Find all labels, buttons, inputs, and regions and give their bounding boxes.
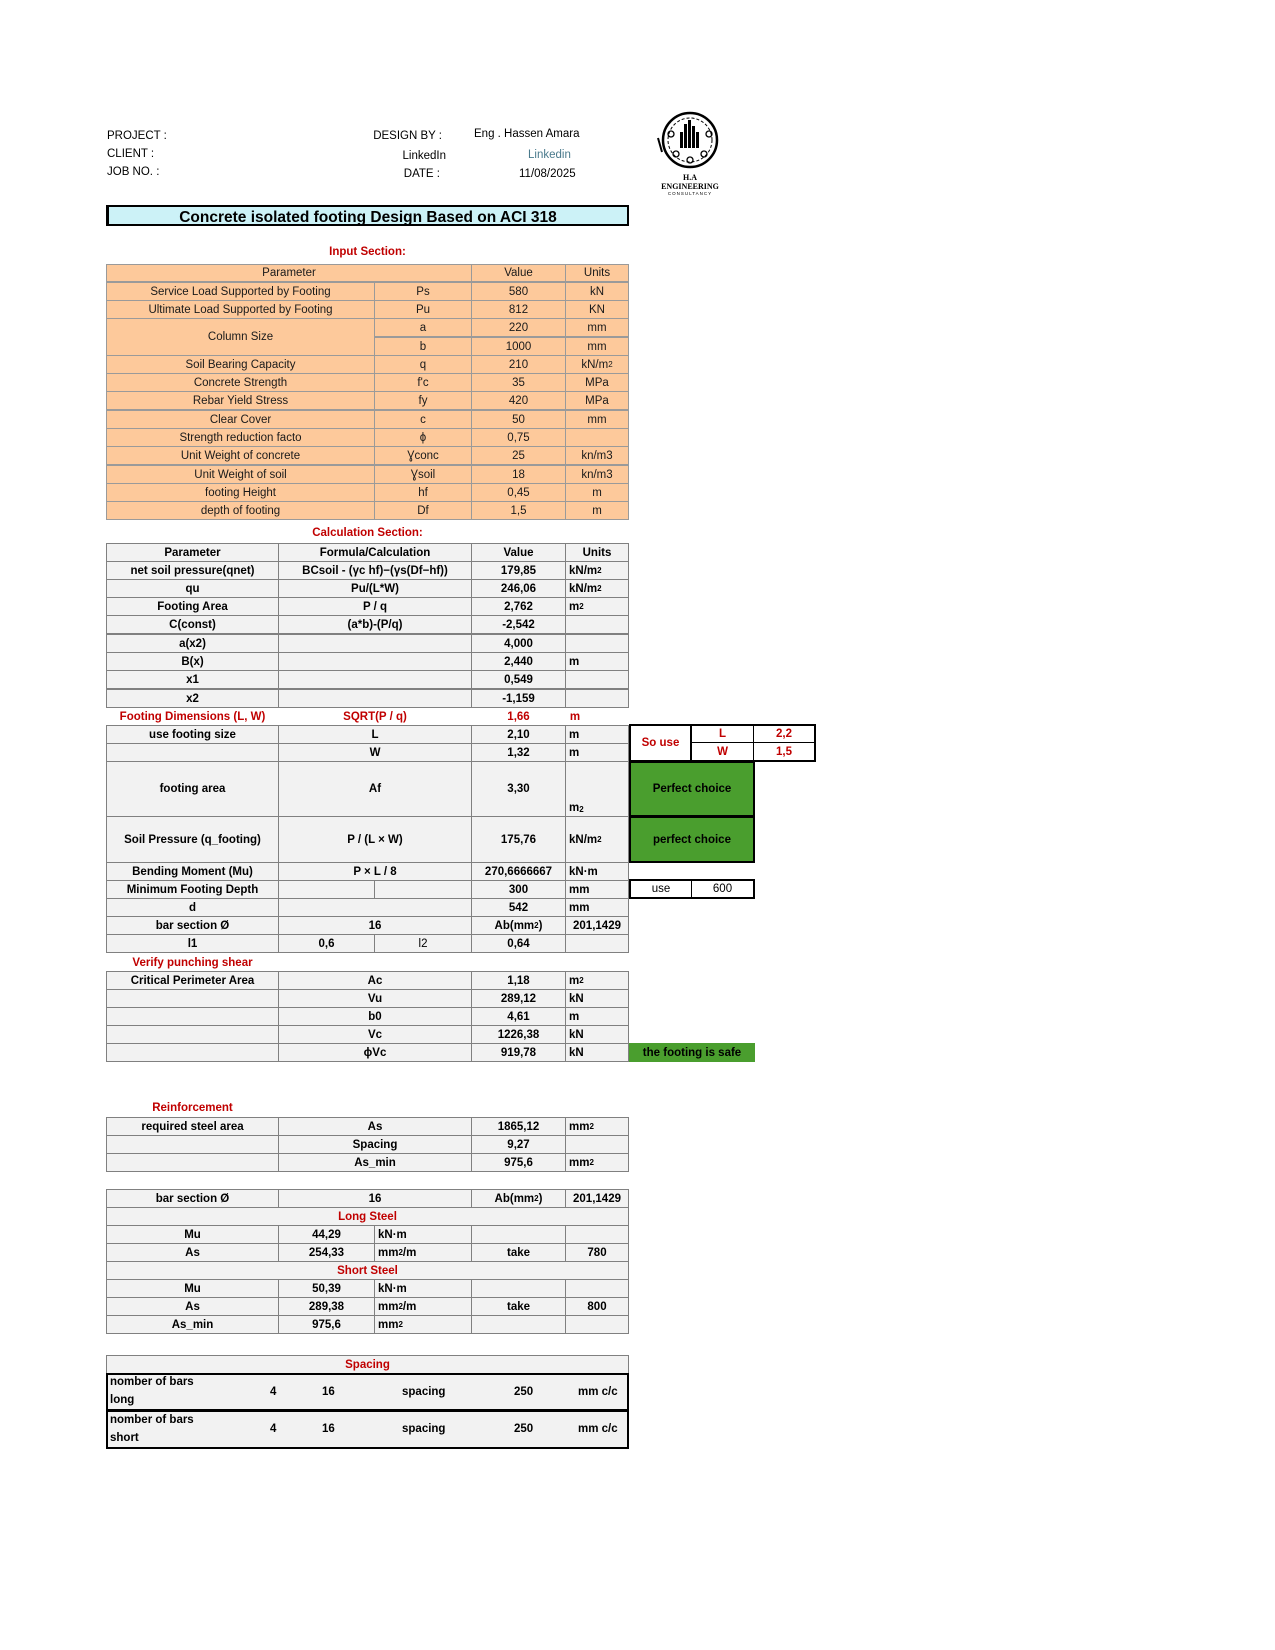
page-title: Concrete isolated footing Design Based on ACI 318 <box>106 205 629 226</box>
input-param: footing Height <box>106 483 375 502</box>
reinf-sym: Spacing <box>278 1135 472 1154</box>
input-unit: kN/m 2 <box>565 355 629 374</box>
spacing-unit: mm c/c <box>578 1423 618 1435</box>
input-symbol: Ɣsoil <box>374 465 472 484</box>
input-param: depth of footing <box>106 501 375 520</box>
reinforcement-section-title: Reinforcement <box>152 1102 233 1114</box>
reinf-sym: As_min <box>278 1153 472 1172</box>
input-symbol: a <box>374 318 472 337</box>
input-header-parameter: Parameter <box>106 264 472 282</box>
input-unit: mm <box>565 318 629 337</box>
unit-text: kN/m <box>569 833 598 846</box>
designer-name: Eng . Hassen Amara <box>474 128 580 140</box>
dims-value: 1,66 <box>507 710 530 723</box>
d-param: d <box>106 898 279 917</box>
calc-value: -1,159 <box>471 689 566 708</box>
long-as-unit: mm 2 /m <box>374 1243 472 1262</box>
steel-bar-value: 16 <box>278 1189 472 1208</box>
logo-subtext: CONSULTANCY <box>667 191 713 196</box>
punch-sym: ϕVc <box>278 1043 472 1062</box>
unit-text: m <box>569 802 580 814</box>
asmin-unit: mm 2 <box>374 1315 472 1334</box>
use-size-L-value: 2,10 <box>471 725 566 744</box>
spacing-label-line2: short <box>110 1432 139 1444</box>
punch-value: 1,18 <box>471 971 566 990</box>
date-value: 11/08/2025 <box>519 168 576 180</box>
input-param: Unit Weight of concrete <box>106 446 375 465</box>
short-steel-title: Short Steel <box>106 1261 629 1280</box>
use-depth-value: 600 <box>691 879 755 899</box>
input-value: 420 <box>471 391 566 410</box>
input-value: 35 <box>471 373 566 392</box>
calc-formula <box>278 689 472 708</box>
bar-ab-value: 201,1429 <box>565 916 629 935</box>
input-value: 50 <box>471 410 566 429</box>
spacing-label-line1: nomber of bars <box>110 1376 194 1388</box>
jobno-label: JOB NO. : <box>107 166 160 178</box>
calc-param: C(const) <box>106 615 279 634</box>
pressure-formula: P / (L × W) <box>278 816 472 863</box>
reinf-value: 975,6 <box>471 1153 566 1172</box>
input-param: Strength reduction facto <box>106 428 375 447</box>
input-param: Clear Cover <box>106 410 375 429</box>
unit-text: mm <box>378 1300 399 1313</box>
logo-text: H.A ENGINEERING <box>661 173 719 191</box>
use-size-W-value: 1,32 <box>471 743 566 762</box>
short-mu-value: 50,39 <box>278 1279 375 1298</box>
client-label: CLIENT : <box>107 148 155 160</box>
long-as-label: As <box>106 1243 279 1262</box>
asmin-value: 975,6 <box>278 1315 375 1334</box>
calc-section-title: Calculation Section: <box>312 527 423 539</box>
reinf-sym: As <box>278 1117 472 1136</box>
l2-label: l2 <box>374 934 472 953</box>
input-param: Ultimate Load Supported by Footing <box>106 300 375 319</box>
dims-formula: SQRT(P / q) <box>343 710 407 723</box>
input-unit: KN <box>565 300 629 319</box>
short-mu-empty2 <box>565 1279 629 1298</box>
short-mu-label: Mu <box>106 1279 279 1298</box>
moment-unit: kN·m <box>565 862 629 881</box>
input-section-title: Input Section: <box>329 246 406 258</box>
so-use-L-value: 2,2 <box>753 724 816 743</box>
long-steel-title: Long Steel <box>106 1207 629 1226</box>
spacing-label-line1: nomber of bars <box>110 1414 194 1426</box>
use-size-param: use footing size <box>106 725 279 744</box>
unit-text: mm <box>378 1318 399 1331</box>
dims-param: Footing Dimensions (L, W) <box>119 710 266 723</box>
input-unit: m <box>565 501 629 520</box>
date-label: DATE : <box>403 168 440 180</box>
reinf-unit: mm 2 <box>565 1153 629 1172</box>
so-use-W-value: 1,5 <box>753 742 816 762</box>
spacing-row-long <box>106 1373 629 1411</box>
spacing-value: 250 <box>514 1423 534 1435</box>
bar-value: 16 <box>278 916 472 935</box>
calc-unit: m 2 <box>565 597 629 616</box>
so-use-W-label: W <box>691 742 754 762</box>
input-value: 18 <box>471 465 566 484</box>
long-take-value: 780 <box>565 1243 629 1262</box>
area-status-badge: Perfect choice <box>629 761 755 817</box>
punching-status-badge: the footing is safe <box>629 1043 755 1062</box>
reinf-param <box>106 1135 279 1154</box>
designby-label: DESIGN BY : <box>373 130 442 142</box>
linkedin-link[interactable]: Linkedin <box>528 149 571 161</box>
punch-value: 4,61 <box>471 1007 566 1026</box>
input-param: Soil Bearing Capacity <box>106 355 375 374</box>
use-size-L-unit: m <box>565 725 629 744</box>
ab-label-text: Ab(mm <box>494 1192 535 1205</box>
reinf-param: required steel area <box>106 1117 279 1136</box>
calc-value: 4,000 <box>471 634 566 653</box>
calc-header-value: Value <box>471 543 566 562</box>
short-take-value: 800 <box>565 1297 629 1316</box>
pressure-value: 175,76 <box>471 816 566 863</box>
unit-text: kN/m <box>569 582 598 595</box>
input-symbol: q <box>374 355 472 374</box>
punch-value: 1226,38 <box>471 1025 566 1044</box>
punch-param: Critical Perimeter Area <box>106 971 279 990</box>
use-size-L-label: L <box>278 725 472 744</box>
unit-text: mm <box>569 1156 590 1169</box>
pressure-status-badge: perfect choice <box>629 816 755 863</box>
input-unit: mm <box>565 410 629 429</box>
calc-unit <box>565 689 629 708</box>
punch-value: 919,78 <box>471 1043 566 1062</box>
short-as-label: As <box>106 1297 279 1316</box>
input-symbol: Ps <box>374 282 472 301</box>
so-use-label: So use <box>629 724 692 762</box>
min-depth-unit: mm <box>565 880 629 899</box>
punch-unit: kN <box>565 989 629 1008</box>
spacing-count: 4 <box>270 1423 277 1435</box>
punch-sym: Vc <box>278 1025 472 1044</box>
calc-formula: BCsoil - (γc hf)−(γs(Df−hf)) <box>278 561 472 580</box>
dims-unit: m <box>569 710 581 723</box>
d-value: 542 <box>471 898 566 917</box>
reinf-value: 1865,12 <box>471 1117 566 1136</box>
moment-value: 270,6666667 <box>471 862 566 881</box>
input-header-value: Value <box>471 264 566 282</box>
punch-sym: Ac <box>278 971 472 990</box>
input-param: Column Size <box>106 318 375 356</box>
input-symbol: Ɣconc <box>374 446 472 465</box>
long-take-label: take <box>471 1243 566 1262</box>
asmin-empty2 <box>565 1315 629 1334</box>
calc-param: x1 <box>106 670 279 689</box>
input-unit: MPa <box>565 391 629 410</box>
input-param: Service Load Supported by Footing <box>106 282 375 301</box>
short-mu-unit: kN·m <box>374 1279 472 1298</box>
spacing-label: spacing <box>402 1423 446 1435</box>
area-value: 3,30 <box>471 761 566 817</box>
spacing-label-line2: long <box>110 1394 135 1406</box>
spacing-row-short <box>106 1410 629 1449</box>
calc-param: x2 <box>106 689 279 708</box>
long-mu-label: Mu <box>106 1225 279 1244</box>
input-unit: kN <box>565 282 629 301</box>
punch-param <box>106 1043 279 1062</box>
company-logo <box>654 110 726 196</box>
unit-text: m <box>569 600 580 613</box>
punch-param <box>106 1025 279 1044</box>
pressure-param: Soil Pressure (q_footing) <box>106 816 279 863</box>
so-use-L-label: L <box>691 724 754 743</box>
input-symbol: Pu <box>374 300 472 319</box>
input-param: Rebar Yield Stress <box>106 391 375 410</box>
input-value: 0,45 <box>471 483 566 502</box>
calc-formula <box>278 670 472 689</box>
use-size-W-unit: m <box>565 743 629 762</box>
short-take-label: take <box>471 1297 566 1316</box>
punch-sym: Vu <box>278 989 472 1008</box>
unit-text: kN/m <box>581 358 609 371</box>
input-value: 210 <box>471 355 566 374</box>
calc-value: 2,762 <box>471 597 566 616</box>
input-symbol: hf <box>374 483 472 502</box>
calc-header-formula: Formula/Calculation <box>278 543 472 562</box>
l2-empty <box>565 934 629 953</box>
calc-value: 2,440 <box>471 652 566 671</box>
reinf-value: 9,27 <box>471 1135 566 1154</box>
long-mu-value: 44,29 <box>278 1225 375 1244</box>
input-symbol: ϕ <box>374 428 472 447</box>
calc-header-units: Units <box>565 543 629 562</box>
min-depth-empty2 <box>374 880 472 899</box>
input-unit <box>565 428 629 447</box>
calc-unit <box>565 634 629 653</box>
moment-formula: P × L / 8 <box>278 862 472 881</box>
input-value: 0,75 <box>471 428 566 447</box>
input-value: 1,5 <box>471 501 566 520</box>
ab-label-text: Ab(mm <box>494 919 535 932</box>
punch-unit: m 2 <box>565 971 629 990</box>
d-unit: mm <box>565 898 629 917</box>
calc-value: -2,542 <box>471 615 566 634</box>
spacing-dia: 16 <box>322 1423 335 1435</box>
unit-text: kN/m <box>569 564 598 577</box>
punch-param <box>106 989 279 1008</box>
spacing-unit: mm c/c <box>578 1386 618 1398</box>
calc-header-parameter: Parameter <box>106 543 279 562</box>
asmin-label: As_min <box>106 1315 279 1334</box>
unit-text: m <box>569 974 580 987</box>
min-depth-value: 300 <box>471 880 566 899</box>
reinf-unit <box>565 1135 629 1154</box>
long-as-value: 254,33 <box>278 1243 375 1262</box>
punch-unit: m <box>565 1007 629 1026</box>
unit-text: mm <box>378 1246 399 1259</box>
punch-unit: kN <box>565 1043 629 1062</box>
use-depth-label: use <box>629 879 692 899</box>
l1-value: 0,6 <box>278 934 375 953</box>
linkedin-label: LinkedIn <box>402 150 446 162</box>
input-symbol: c <box>374 410 472 429</box>
short-mu-empty <box>471 1279 566 1298</box>
long-mu-unit: kN·m <box>374 1225 472 1244</box>
input-value: 220 <box>471 318 566 337</box>
punching-section-title: Verify punching shear <box>132 957 253 969</box>
steel-bar-label: bar section Ø <box>106 1189 279 1208</box>
spacing-dia: 16 <box>322 1386 335 1398</box>
input-param: Unit Weight of soil <box>106 465 375 484</box>
l1-param: l1 <box>106 934 279 953</box>
calc-param: a(x2) <box>106 634 279 653</box>
punch-unit: kN <box>565 1025 629 1044</box>
min-depth-empty1 <box>278 880 375 899</box>
calc-unit <box>565 615 629 634</box>
area-unit: m 2 <box>565 761 629 817</box>
pressure-unit: kN/m 2 <box>565 816 629 863</box>
unit-text: mm <box>569 1120 590 1133</box>
asmin-empty <box>471 1315 566 1334</box>
spacing-value: 250 <box>514 1386 534 1398</box>
input-symbol: f'c <box>374 373 472 392</box>
calc-value: 0,549 <box>471 670 566 689</box>
calc-unit: m <box>565 652 629 671</box>
bar-ab-label: Ab(mm 2 ) <box>471 916 566 935</box>
d-formula <box>278 898 472 917</box>
gear-logo-icon <box>654 110 726 170</box>
spacing-count: 4 <box>270 1386 277 1398</box>
input-unit: kn/m3 <box>565 465 629 484</box>
reinf-param <box>106 1153 279 1172</box>
long-mu-empty <box>471 1225 566 1244</box>
calc-param: Footing Area <box>106 597 279 616</box>
punch-value: 289,12 <box>471 989 566 1008</box>
moment-param: Bending Moment (Mu) <box>106 862 279 881</box>
input-unit: mm <box>565 337 629 356</box>
bar-param: bar section Ø <box>106 916 279 935</box>
short-as-value: 289,38 <box>278 1297 375 1316</box>
input-unit: MPa <box>565 373 629 392</box>
calc-unit <box>565 670 629 689</box>
input-unit: m <box>565 483 629 502</box>
calc-formula: P / q <box>278 597 472 616</box>
steel-ab-label: Ab(mm 2 ) <box>471 1189 566 1208</box>
calc-formula <box>278 652 472 671</box>
calc-param: B(x) <box>106 652 279 671</box>
spacing-label: spacing <box>402 1386 446 1398</box>
spacing-title: Spacing <box>106 1355 629 1374</box>
min-depth-param: Minimum Footing Depth <box>106 880 279 899</box>
input-unit: kn/m3 <box>565 446 629 465</box>
input-header-units: Units <box>565 264 629 282</box>
use-size-empty <box>106 743 279 762</box>
l2-value: 0,64 <box>471 934 566 953</box>
calc-unit: kN/m 2 <box>565 561 629 580</box>
calc-formula: Pu/(L*W) <box>278 579 472 598</box>
calc-param: qu <box>106 579 279 598</box>
input-value: 812 <box>471 300 566 319</box>
input-value: 580 <box>471 282 566 301</box>
use-size-W-label: W <box>278 743 472 762</box>
reinf-unit: mm 2 <box>565 1117 629 1136</box>
long-mu-empty2 <box>565 1225 629 1244</box>
input-value: 1000 <box>471 337 566 356</box>
input-symbol: Df <box>374 501 472 520</box>
project-label: PROJECT : <box>107 130 167 142</box>
area-param: footing area <box>106 761 279 817</box>
calc-value: 246,06 <box>471 579 566 598</box>
punch-param <box>106 1007 279 1026</box>
calc-param: net soil pressure(qnet) <box>106 561 279 580</box>
punch-sym: b0 <box>278 1007 472 1026</box>
calc-formula <box>278 634 472 653</box>
short-as-unit: mm 2 /m <box>374 1297 472 1316</box>
input-symbol: b <box>374 337 472 356</box>
calc-formula: (a*b)-(P/q) <box>278 615 472 634</box>
input-symbol: fy <box>374 391 472 410</box>
input-param: Concrete Strength <box>106 373 375 392</box>
calc-value: 179,85 <box>471 561 566 580</box>
area-formula: Af <box>278 761 472 817</box>
steel-ab-value: 201,1429 <box>565 1189 629 1208</box>
calc-unit: kN/m 2 <box>565 579 629 598</box>
input-value: 25 <box>471 446 566 465</box>
